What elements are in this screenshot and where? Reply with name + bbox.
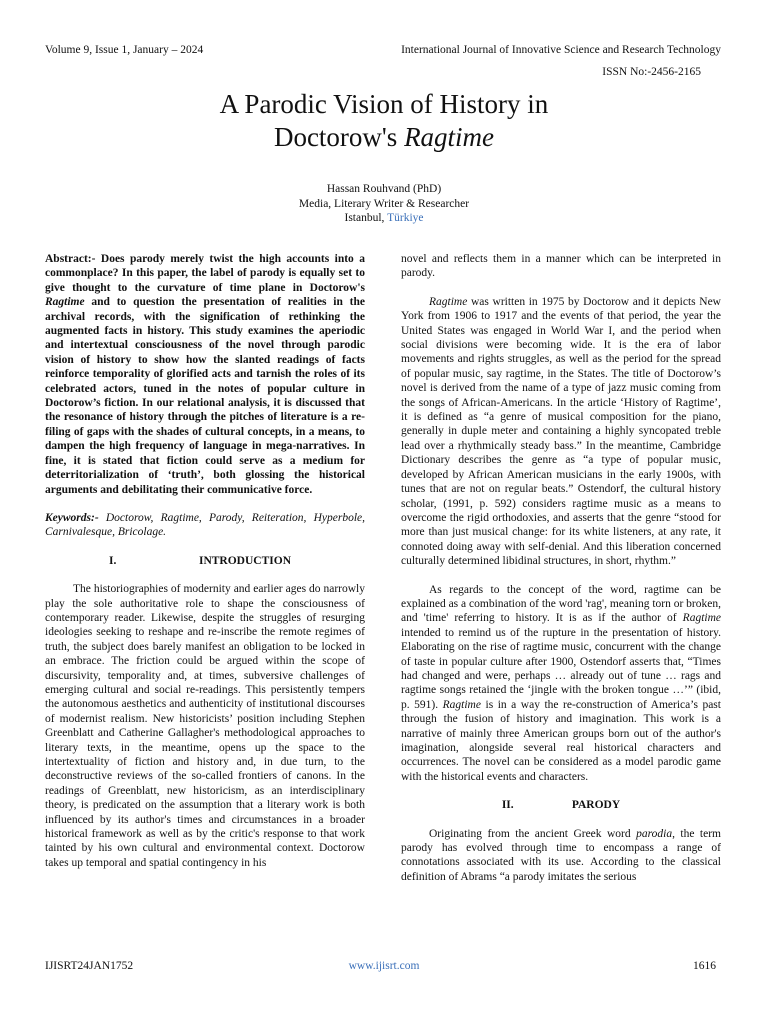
author-block bbox=[0, 182, 768, 226]
title-line2-italic: Ragtime bbox=[404, 122, 495, 152]
concept-a: As regards to the concept of the word, ragtime can be explained as a combination of the word 'rag', meaning torn or broken, and 'time' referring to history. It is as if the author of bbox=[401, 583, 721, 625]
ragtime-italic: Ragtime bbox=[429, 295, 468, 308]
header-issn: ISSN No:-2456-2165 bbox=[602, 66, 701, 78]
parody-paragraph bbox=[401, 827, 721, 885]
concept-b: intended to remind us of the rupture in the presentation of history. Elaborating on the rise of ragtime music, concurrent with the change of taste in popular culture after 1900, Ostendorf asserts that, “Times had changed and were, perhaps … already out of tune … rags and ragtime songs retained the ‘jingle with the broken tongue …’” (ibid, p. 591). bbox=[401, 626, 721, 711]
continuation-paragraph: novel and reflects them in a manner which can be interpreted in parody. bbox=[401, 253, 721, 280]
footer-url-link[interactable] bbox=[0, 960, 768, 972]
abstract-italic: Ragtime bbox=[45, 296, 85, 309]
left-column bbox=[45, 252, 365, 870]
concept-paragraph bbox=[401, 583, 721, 785]
intro-paragraph: The historiographies of modernity and earlier ages do narrowly play the sole authoritative role to shape the consciousness of contemporary reader. Likewise, despite the struggles of resurging ideologies seeking to reshape and re-inscribe the remote regimes of truth, the subject does barely manifest an obligation to be locked in an embrace. The friction could be argued within the scope of discursivity, temporality and, at times, subversive challenges of emerging cultural and social re-readings. This persistently tempers the autonomous aesthetics and authenticity of institutional discourses of modernist realism. New historicists’ position including Stephen Greenblatt and Catherine Gallagher's methodological approaches to literary texts, in the meantime, opens up the space to the intertextuality of fiction and history and, in due turn, to the deconstructive reviews of the so-called frontiers of canons. In the readings of Greenblatt, new historicism, as an interdisciplinary theory, is predicated on the assumption that a literary work is both influenced by its author's times and circumstances in a broader historical framework as well as by the critic's response to that work tainted by his own cultural and environmental context. Doctorow takes up temporal and spatial contingency in his bbox=[45, 583, 365, 869]
abstract bbox=[45, 252, 365, 497]
parody-a: Originating from the ancient Greek word bbox=[429, 827, 637, 840]
title-line1: A Parodic Vision of History in bbox=[219, 89, 549, 119]
title-line2-prefix: Doctorow's bbox=[273, 122, 405, 152]
keywords-text: Doctorow, Ragtime, Parody, Reiteration, Hyperbole, Carnivalesque, Bricolage. bbox=[45, 511, 365, 539]
section-number: II. bbox=[501, 799, 514, 812]
section-title: PARODY bbox=[571, 799, 621, 812]
paper-title bbox=[0, 88, 768, 154]
abstract-p2: and to question the presentation of realities in the archival records, with the signification of rethinking the augmented facts in history. This study examines the aperiodic and intertextual consciousness of the novel through parodic vision of history to show how the slanted readings of facts reinforce temporality of glorified acts and tarnish the roles of its celebrated actors, tuned in the notes of popular culture in Doctorow’s fiction. In our relational analysis, it is discussed that the resonance of history through the pitches of literature is a re-filing of gaps with the shades of cultural concepts, in a means, to dampen the high frequency of language in mega-narratives. In fine, it is stated that fiction could serve as a medium for deterritorialization of ‘truth’, both glossing the historical arguments and debilitating their communicative force. bbox=[45, 296, 365, 496]
section-heading-parody bbox=[401, 798, 721, 812]
keywords-label: Keywords:- bbox=[45, 511, 99, 524]
footer-article-id: IJISRT24JAN1752 bbox=[45, 960, 134, 972]
ragtime-text: was written in 1975 by Doctorow and it depicts New York from 1906 to 1917 and the events of that period, the year the United States was engaged in World War I, and the period when social divisions were becoming wide. It is the era of labor movements and rights struggles, as well as the period for the spread of popular music, say ragtime, in the States. The title of Doctorow’s novel is derived from the name of a type of jazz music coming from the songs of African-Americans. In the article ‘History of Ragtime’, it is defined as “a genre of musical composition for the piano, generally in duple meter and containing a highly syncopated treble lead over a rhythmically steady bass.” In the meantime, Cambridge Dictionary describes the genre as “a type of popular music, developed by African American musicians in the early 1900s, with tunes that are not on regular beats.” Ostendorf, the cultural history scholar, (1991, p. 592) considers ragtime music as a means to overcome the rigid orthodoxies, and asserts that the genre “stood for more than just musical change: for its white listeners, at any rate, it connoted doing away with self-denial. And this liberation concerned culturally determined libidinal structures, in short, rhythm.” bbox=[401, 295, 721, 568]
abstract-p1: Abstract:- Does parody merely twist the high accounts into a commonplace? In this paper, the label of parody is equally set to give thought to the curvature of time plane in Doctorow's bbox=[45, 253, 365, 294]
header-journal: International Journal of Innovative Science and Research Technology bbox=[401, 44, 721, 56]
right-column bbox=[401, 252, 721, 884]
concept-italic-2: Ragtime bbox=[442, 698, 481, 711]
section-number: I. bbox=[108, 554, 117, 567]
parody-b: , the term parody has evolved through time to encompass a range of connotations associated with its use. According to the classical definition of Abrams “a parody imitates the serious bbox=[401, 827, 722, 883]
ragtime-paragraph bbox=[401, 295, 721, 569]
parody-italic: parodia bbox=[636, 827, 673, 840]
keywords bbox=[45, 511, 365, 540]
header-volume: Volume 9, Issue 1, January – 2024 bbox=[45, 44, 204, 56]
author-name: Hassan Rouhvand (PhD) bbox=[326, 183, 442, 195]
author-location bbox=[0, 211, 768, 226]
author-country-link[interactable]: Türkiye bbox=[387, 212, 424, 224]
author-city: Istanbul, bbox=[344, 212, 388, 224]
footer-url[interactable]: www.ijisrt.com bbox=[348, 960, 420, 972]
footer-page-number: 1616 bbox=[693, 960, 716, 972]
author-role: Media, Literary Writer & Researcher bbox=[298, 197, 470, 210]
concept-c: is in a way the re-construction of America’s past through the fusion of history and imagination. This work is a narrative of mainly three American groups born out of the author's imagination, alongside several real historical characters and occurrences. The novel can be considered as a model parodic game with the historical events and characters. bbox=[401, 698, 721, 783]
concept-italic-1: Ragtime bbox=[682, 612, 721, 625]
section-heading-introduction bbox=[45, 554, 365, 568]
section-title: INTRODUCTION bbox=[198, 554, 291, 567]
